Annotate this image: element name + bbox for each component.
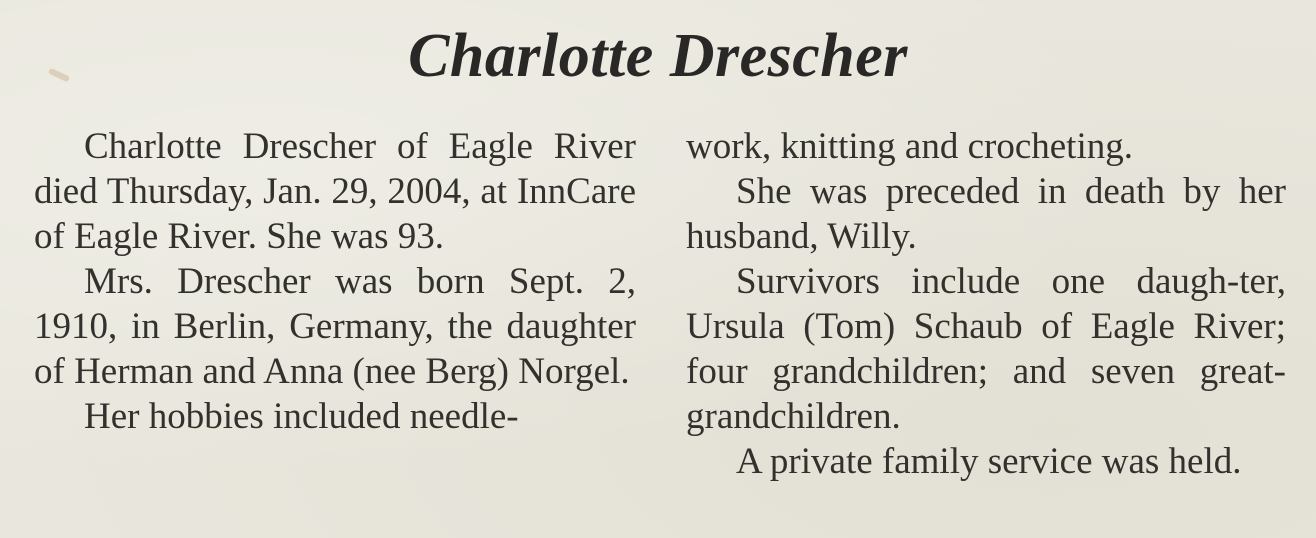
paragraph-preceded-in-death: She was preceded in death by her husband, Willy. xyxy=(686,171,1286,257)
paragraph-hobbies-start: Her hobbies included needle- xyxy=(84,396,519,437)
paragraph-service: A private family service was held. xyxy=(736,441,1242,482)
left-column xyxy=(34,124,636,439)
paragraph-death-notice: Charlotte Drescher of Eagle River died Thursday, Jan. 29, 2004, at InnCare of Eagle River. She was 93. xyxy=(34,126,636,257)
paragraph-survivors: Survivors include one daugh-ter, Ursula (Tom) Schaub of Eagle River; four grandchildren; and seven great-grandchildren. xyxy=(686,261,1286,437)
paragraph-birth: Mrs. Drescher was born Sept. 2, 1910, in Berlin, Germany, the daughter of Herman and Anna (nee Berg) Norgel. xyxy=(34,261,636,392)
obituary-headline: Charlotte Drescher xyxy=(408,22,908,90)
right-column xyxy=(686,124,1286,484)
paragraph-hobbies-continued: work, knitting and crocheting. xyxy=(686,126,1133,167)
